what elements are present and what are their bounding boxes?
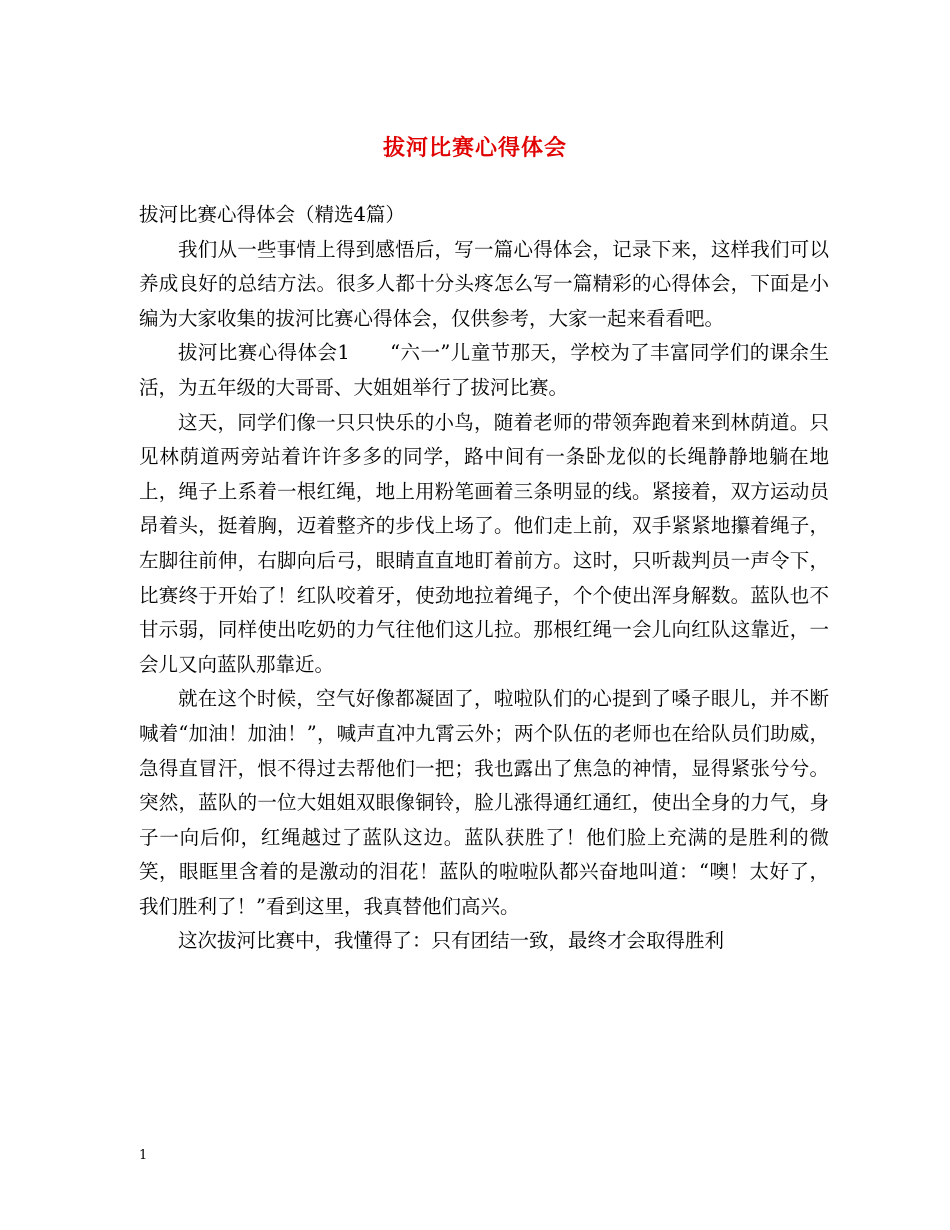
page-number: 1 [139, 1148, 148, 1163]
paragraph-essay-1-opening: 拔河比赛心得体会1 “六一”儿童节那天，学校为了丰富同学们的课余生活，为五年级的大哥哥、大姐姐举行了拔河比赛。 [139, 341, 829, 399]
paragraph-intro: 我们从一些事情上得到感悟后，写一篇心得体会，记录下来，这样我们可以养成良好的总结方法。很多人都十分头疼怎么写一篇精彩的心得体会，下面是小编为大家收集的拔河比赛心得体会，仅供参考，大家一起来看看吧。 [139, 237, 829, 330]
paragraph-match-description: 这天，同学们像一只只快乐的小鸟，随着老师的带领奔跑着来到林荫道。只见林荫道两旁站着许许多多的同学，路中间有一条卧龙似的长绳静静地躺在地上，绳子上系着一根红绳，地上用粉笔画着三条明显的线。紧接着，双方运动员昂着头，挺着胸，迈着整齐的步伐上场了。他们走上前，双手紧紧地攥着绳子，左脚往前伸，右脚向后弓，眼睛直直地盯着前方。这时，只听裁判员一声令下，比赛终于开始了！红队咬着牙，使劲地拉着绳子，个个使出浑身解数。蓝队也不甘示弱，同样使出吃奶的力气往他们这儿拉。那根红绳一会儿向红队这靠近，一会儿又向蓝队那靠近。 [139, 410, 829, 676]
document-body [139, 198, 829, 959]
document-subtitle: 拔河比赛心得体会（精选4篇） [139, 203, 405, 226]
document-title: 拔河比赛心得体会 [382, 135, 567, 161]
paragraph-lesson: 这次拔河比赛中，我懂得了：只有团结一致，最终才会取得胜利 [178, 929, 725, 953]
paragraph-match-climax: 就在这个时候，空气好像都凝固了，啦啦队们的心提到了嗓子眼儿，并不断喊着“加油！加油！”，喊声直冲九霄云外；两个队伍的老师也在给队员们助威，急得直冒汗，恨不得过去帮他们一把；我也露出了焦急的神情，显得紧张兮兮。突然，蓝队的一位大姐姐双眼像铜铃，脸儿涨得通红通红，使出全身的力气，身子一向后仰，红绳越过了蓝队这边。蓝队获胜了！他们脸上充满的是胜利的微笑，眼眶里含着的是激动的泪花！蓝队的啦啦队都兴奋地叫道：“噢！太好了，我们胜利了！”看到这里，我真替他们高兴。 [139, 687, 829, 918]
